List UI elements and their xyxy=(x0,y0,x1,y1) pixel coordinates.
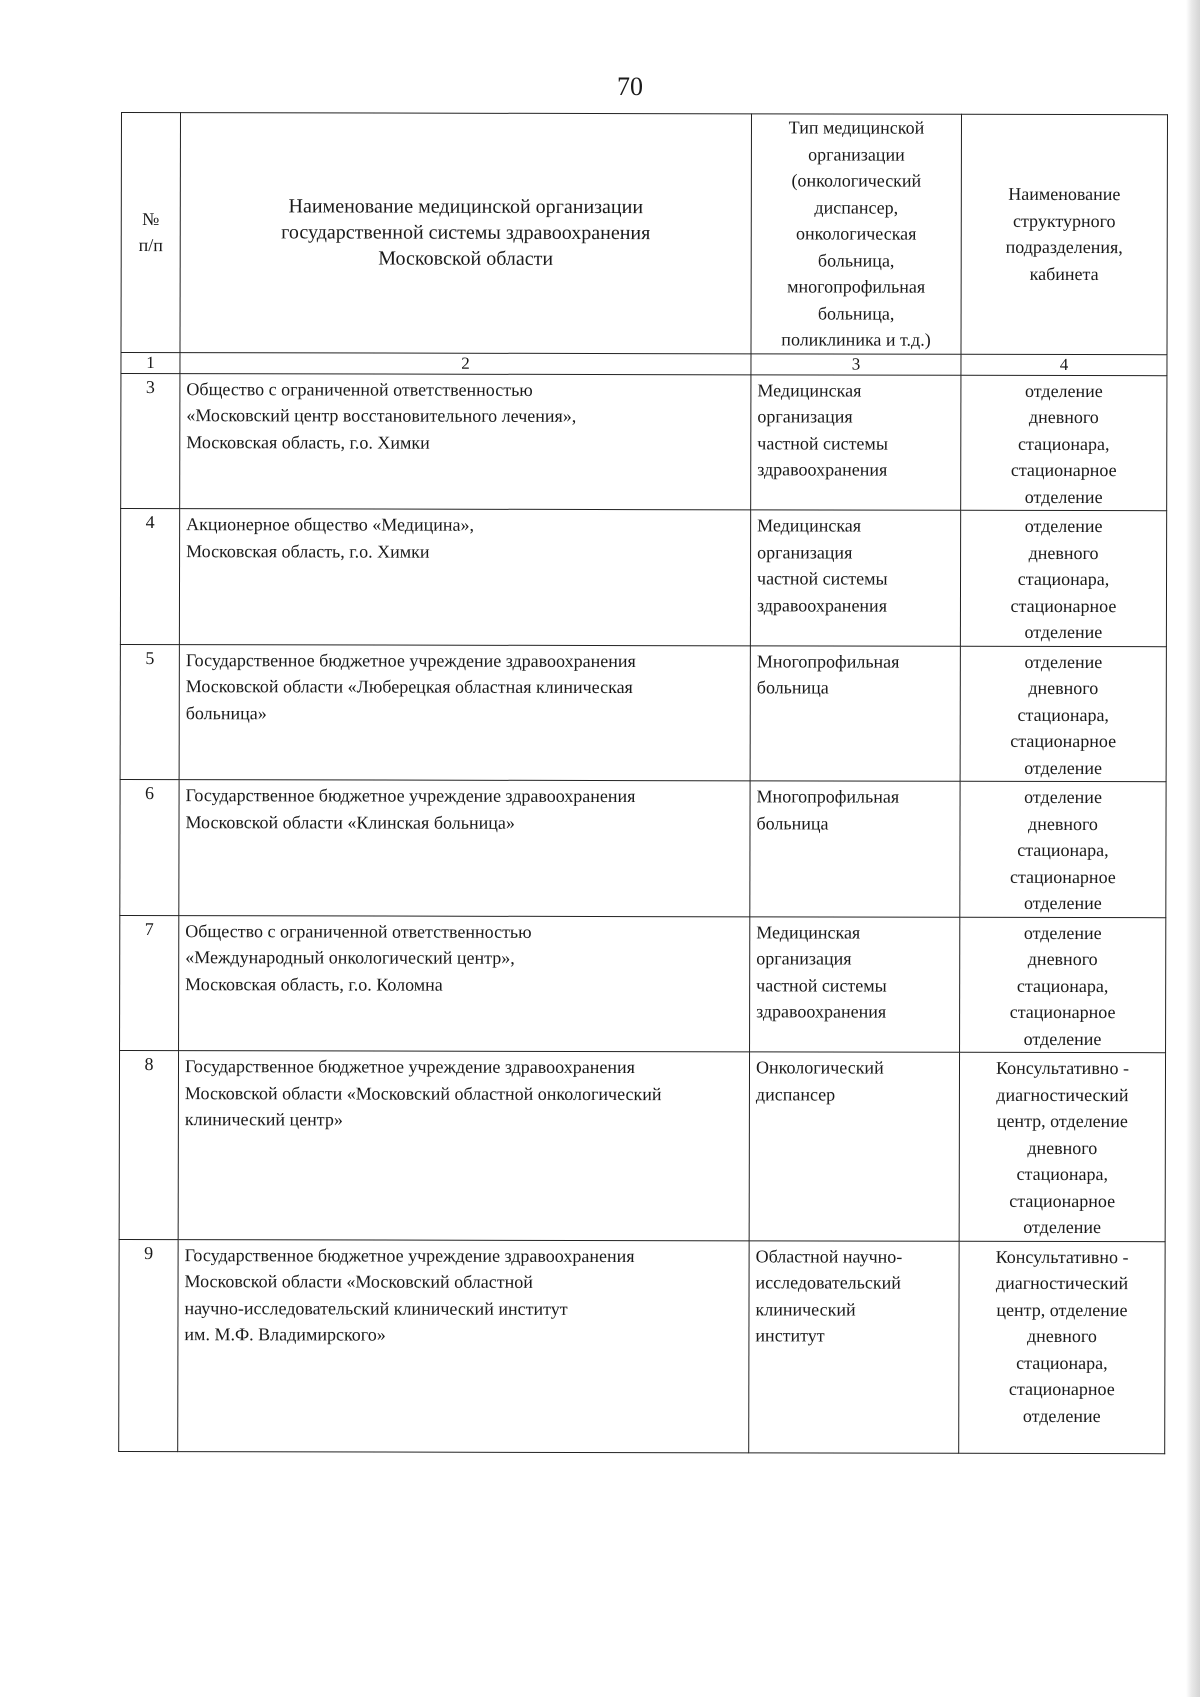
page-number: 70 xyxy=(617,72,643,101)
header-organization-name: Наименование медицинской организации государственной системы здравоохранения Московской области xyxy=(180,113,752,354)
header-organization-type: Тип медицинской организации (онкологический диспансер, онкологическая больница, многопрофильная больница, поликлиника и т.д.) xyxy=(751,114,962,354)
row-number: 4 xyxy=(120,509,179,645)
table-row xyxy=(119,1050,1165,1241)
column-number: 2 xyxy=(180,352,751,374)
organization-type: Областной научно- исследовательский клинический институт xyxy=(749,1240,959,1452)
structural-unit: Консультативно - диагностический центр, отделение дневного стационара, стационарное отделение xyxy=(959,1052,1165,1241)
structural-unit: отделение дневного стационара, стационарное отделение xyxy=(960,781,1166,917)
row-number: 3 xyxy=(121,373,180,509)
structural-unit: отделение дневного стационара, стационарное отделение xyxy=(960,510,1166,646)
organization-name: Государственное бюджетное учреждение здравоохранения Московской области «Московский областной научно-исследовательский клинический институт им. М.Ф. Владимирского» xyxy=(178,1239,749,1452)
organization-type: Многопрофильная больница xyxy=(750,645,960,781)
structural-unit: отделение дневного стационара, стационарное отделение xyxy=(960,917,1166,1053)
organization-type: Медицинская организация частной системы здравоохранения xyxy=(750,510,960,646)
table-row xyxy=(120,915,1166,1053)
organization-name: Общество с ограниченной ответственностью «Московский центр восстановительного лечения», Московская область, г.о. Химки xyxy=(180,373,751,510)
column-number: 4 xyxy=(961,354,1167,375)
table-row xyxy=(120,779,1166,917)
row-number: 6 xyxy=(120,779,179,915)
table-row xyxy=(120,644,1166,782)
organization-type: Медицинская организация частной системы здравоохранения xyxy=(750,916,960,1052)
header-number: № п/п xyxy=(121,113,181,353)
organization-name: Государственное бюджетное учреждение здравоохранения Московской области «Люберецкая областная клиническая больница» xyxy=(179,644,750,781)
structural-unit: Консультативно - диагностический центр, отделение дневного стационара, стационарное отделение xyxy=(959,1241,1165,1453)
table-header-row xyxy=(121,113,1167,355)
header-structural-unit: Наименование структурного подразделения, кабинета xyxy=(961,114,1168,354)
row-number: 7 xyxy=(120,915,179,1051)
table-row xyxy=(121,373,1167,511)
organization-name: Акционерное общество «Медицина», Московская область, г.о. Химки xyxy=(179,509,750,646)
column-number: 1 xyxy=(121,352,180,373)
table-row xyxy=(120,509,1166,647)
row-number: 8 xyxy=(119,1050,178,1239)
row-number: 5 xyxy=(120,644,179,780)
table-row xyxy=(119,1239,1165,1453)
organization-type: Многопрофильная больница xyxy=(750,781,960,917)
column-numbers-row xyxy=(121,352,1167,375)
organization-type: Онкологический диспансер xyxy=(749,1052,959,1241)
organization-name: Государственное бюджетное учреждение здравоохранения Московской области «Клинская больница» xyxy=(179,780,750,917)
scan-edge xyxy=(1186,0,1200,1697)
organizations-table xyxy=(118,112,1168,1454)
organization-name: Общество с ограниченной ответственностью «Международный онкологический центр», Московская область, г.о. Коломна xyxy=(179,915,750,1052)
row-number: 9 xyxy=(119,1239,178,1451)
structural-unit: отделение дневного стационара, стационарное отделение xyxy=(961,375,1167,511)
structural-unit: отделение дневного стационара, стационарное отделение xyxy=(960,646,1166,782)
organization-name: Государственное бюджетное учреждение здравоохранения Московской области «Московский областной онкологический клинический центр» xyxy=(178,1051,749,1241)
organization-type: Медицинская организация частной системы здравоохранения xyxy=(751,374,961,510)
column-number: 3 xyxy=(751,353,961,374)
